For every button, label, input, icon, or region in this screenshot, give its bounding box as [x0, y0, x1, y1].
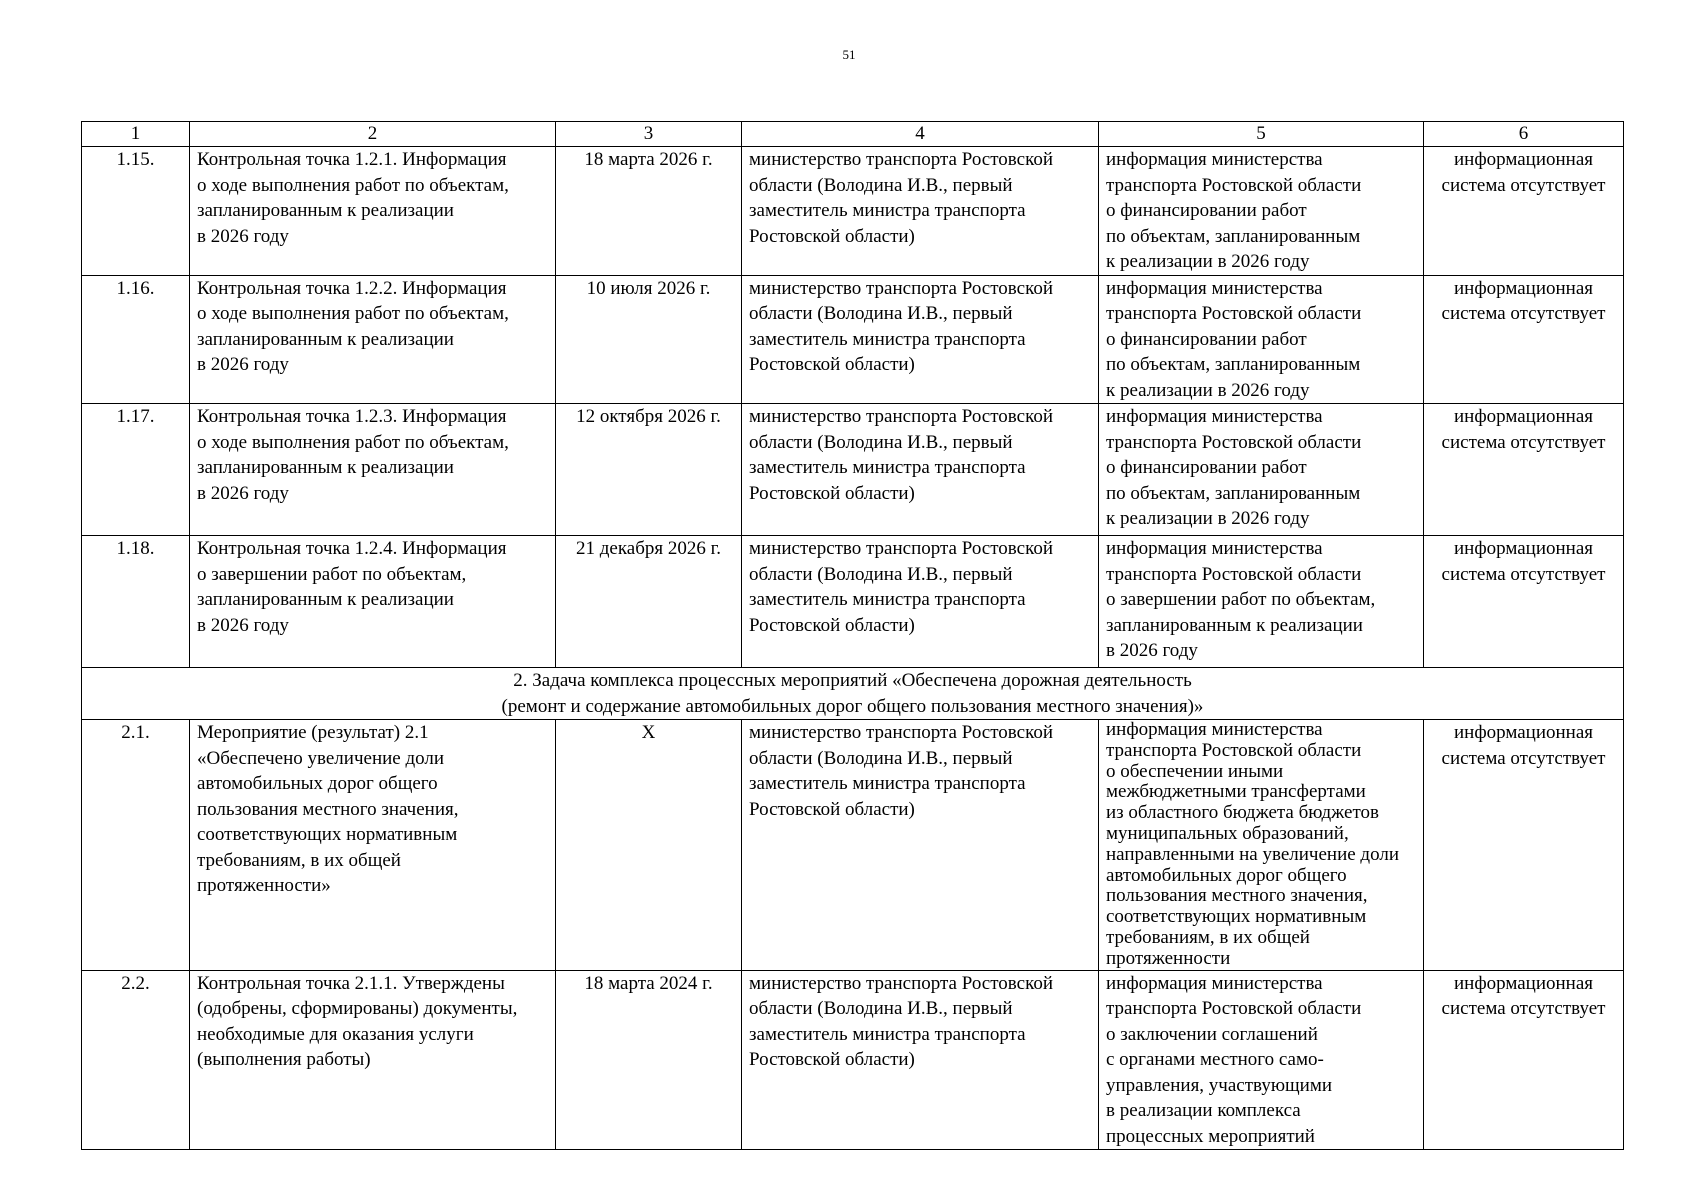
row-number: 1.18. — [82, 536, 190, 668]
row-system-line: система отсутствует — [1441, 563, 1606, 585]
row-name-line: необходимые для оказания услуги — [197, 1023, 474, 1045]
row-document-line: к реализации в 2026 году — [1106, 251, 1310, 272]
row-number: 1.16. — [82, 275, 190, 404]
row-number: 1.17. — [82, 404, 190, 536]
row-document-line: транспорта Ростовской области — [1106, 998, 1362, 1020]
row-date: 21 декабря 2026 г. — [556, 536, 742, 668]
row-responsible-line: области (Володина И.В., первый — [749, 998, 1013, 1020]
row-document-line: о обеспечении иными — [1106, 760, 1284, 782]
row-responsible-line: заместитель министра транспорта — [749, 1023, 1026, 1045]
row-document-line: по объектам, запланированным — [1106, 482, 1361, 504]
row-document-line: к реализации в 2026 году — [1106, 508, 1310, 529]
row-system — [1424, 720, 1624, 971]
row-responsible-line: министерство транспорта Ростовской — [749, 149, 1054, 170]
row-responsible-line: области (Володина И.В., первый — [749, 563, 1013, 585]
row-system-line: информационная — [1453, 277, 1594, 299]
row-responsible-line: заместитель министра транспорта — [749, 773, 1026, 794]
row-name-line: запланированным к реализации — [197, 328, 454, 350]
row-responsible-line: Ростовской области) — [749, 482, 915, 504]
row-name-line: Мероприятие (результат) 2.1 — [197, 722, 429, 743]
table-row — [82, 720, 1624, 971]
row-document-line: процессных мероприятий — [1106, 1125, 1315, 1147]
row-document-line: информация министерства — [1106, 149, 1323, 170]
row-system — [1424, 275, 1624, 404]
row-document-line: протяженности — [1106, 947, 1231, 969]
row-name-line: (выполнения работы) — [197, 1049, 371, 1071]
row-responsible-line: заместитель министра транспорта — [749, 200, 1026, 221]
row-system-line: информационная — [1453, 538, 1594, 559]
row-document — [1099, 720, 1424, 971]
row-system — [1424, 970, 1624, 1150]
row-document-line: пользования местного значения, — [1106, 885, 1368, 907]
row-document-line: о финансировании работ — [1106, 200, 1307, 221]
row-responsible — [742, 720, 1099, 971]
row-responsible — [742, 147, 1099, 276]
row-document-line: соответствующих нормативным — [1106, 906, 1367, 928]
row-name-line: о завершении работ по объектам, — [197, 563, 467, 585]
row-responsible-line: Ростовской области) — [749, 354, 915, 375]
row-system — [1424, 147, 1624, 276]
row-document — [1099, 275, 1424, 404]
row-name — [190, 970, 556, 1150]
row-responsible-line: заместитель министра транспорта — [749, 328, 1026, 350]
row-responsible-line: министерство транспорта Ростовской — [749, 722, 1054, 743]
row-responsible-line: Ростовской области) — [749, 1049, 915, 1071]
row-document-line: информация министерства — [1106, 277, 1323, 299]
row-document-line: к реализации в 2026 году — [1106, 379, 1310, 401]
row-responsible-line: Ростовской области) — [749, 614, 915, 636]
row-name-line: запланированным к реализации — [197, 457, 454, 478]
row-name-line: соответствующих нормативным — [197, 824, 458, 845]
row-name-line: пользования местного значения, — [197, 798, 459, 820]
row-name-line: Контрольная точка 1.2.3. Информация — [197, 406, 507, 427]
row-system-line: информационная — [1453, 722, 1594, 743]
row-system-line: система отсутствует — [1441, 303, 1606, 324]
row-date: 18 марта 2026 г. — [556, 147, 742, 276]
row-document-line: из областного бюджета бюджетов — [1106, 802, 1379, 824]
row-responsible — [742, 275, 1099, 404]
row-document — [1099, 404, 1424, 536]
row-name — [190, 404, 556, 536]
row-name — [190, 720, 556, 971]
row-document-line: транспорта Ростовской области — [1106, 303, 1362, 324]
row-system-line: информационная — [1453, 149, 1594, 170]
row-document-line: о завершении работ по объектам, — [1106, 589, 1376, 610]
row-document-line: требованиям, в их общей — [1106, 926, 1310, 948]
column-header: 1 — [82, 122, 190, 147]
row-system-line: система отсутствует — [1441, 747, 1606, 769]
row-date: 12 октября 2026 г. — [556, 404, 742, 536]
row-document-line: управления, участвующими — [1106, 1074, 1333, 1096]
row-document-line: автомобильных дорог общего — [1106, 864, 1347, 886]
section-title-line: (ремонт и содержание автомобильных дорог общего пользования местного значения)» — [501, 695, 1204, 717]
row-system-line: информационная — [1453, 972, 1594, 994]
table-row — [82, 147, 1624, 276]
row-document-line: транспорта Ростовской области — [1106, 739, 1362, 761]
row-number: 2.2. — [82, 970, 190, 1150]
row-system-line: информационная — [1453, 406, 1594, 427]
row-name-line: запланированным к реализации — [197, 589, 454, 610]
row-document-line: направленными на увеличение доли — [1106, 843, 1399, 865]
row-responsible-line: заместитель министра транспорта — [749, 457, 1026, 478]
row-document-line: с органами местного само- — [1106, 1049, 1324, 1071]
row-system — [1424, 536, 1624, 668]
row-document-line: по объектам, запланированным — [1106, 354, 1361, 375]
row-responsible-line: области (Володина И.В., первый — [749, 174, 1013, 196]
section-title — [82, 668, 1624, 720]
column-header: 4 — [742, 122, 1099, 147]
row-document-line: муниципальных образований, — [1106, 822, 1349, 844]
row-date: Х — [556, 720, 742, 971]
row-name-line: (одобрены, сформированы) документы, — [197, 998, 518, 1020]
row-responsible-line: заместитель министра транспорта — [749, 589, 1026, 610]
row-name-line: Контрольная точка 1.2.4. Информация — [197, 538, 507, 559]
row-name-line: в 2026 году — [197, 225, 289, 247]
page-number: 51 — [842, 47, 856, 62]
row-name-line: в 2026 году — [197, 482, 289, 504]
row-responsible — [742, 970, 1099, 1150]
row-responsible-line: министерство транспорта Ростовской — [749, 406, 1054, 427]
row-document-line: транспорта Ростовской области — [1106, 431, 1362, 453]
table-row — [82, 404, 1624, 536]
row-document — [1099, 536, 1424, 668]
row-responsible — [742, 404, 1099, 536]
row-name-line: «Обеспечено увеличение доли — [197, 747, 445, 769]
row-name-line: о ходе выполнения работ по объектам, — [197, 174, 509, 196]
row-system-line: система отсутствует — [1441, 998, 1606, 1020]
row-name-line: в 2026 году — [197, 354, 289, 375]
row-responsible-line: области (Володина И.В., первый — [749, 303, 1013, 324]
row-number: 2.1. — [82, 720, 190, 971]
row-responsible-line: области (Володина И.В., первый — [749, 747, 1013, 769]
row-responsible-line: Ростовской области) — [749, 225, 915, 247]
row-name — [190, 147, 556, 276]
row-name-line: запланированным к реализации — [197, 200, 454, 221]
table-header-row — [82, 122, 1624, 147]
table-row — [82, 970, 1624, 1150]
row-document-line: информация министерства — [1106, 406, 1323, 427]
row-name-line: в 2026 году — [197, 614, 289, 636]
row-name-line: о ходе выполнения работ по объектам, — [197, 431, 509, 453]
row-document-line: в реализации комплекса — [1106, 1100, 1301, 1122]
row-name-line: протяженности» — [197, 875, 331, 896]
row-name — [190, 275, 556, 404]
row-document-line: межбюджетными трансфертами — [1106, 781, 1366, 803]
row-responsible-line: министерство транспорта Ростовской — [749, 277, 1054, 299]
row-document-line: о заключении соглашений — [1106, 1023, 1318, 1045]
row-name-line: автомобильных дорог общего — [197, 773, 438, 794]
row-document-line: в 2026 году — [1106, 640, 1198, 661]
row-document-line: по объектам, запланированным — [1106, 225, 1361, 247]
row-number: 1.15. — [82, 147, 190, 276]
row-responsible-line: области (Володина И.В., первый — [749, 431, 1013, 453]
row-document — [1099, 147, 1424, 276]
row-responsible-line: министерство транспорта Ростовской — [749, 538, 1054, 559]
row-responsible-line: министерство транспорта Ростовской — [749, 972, 1054, 994]
row-responsible — [742, 536, 1099, 668]
row-name-line: требованиям, в их общей — [197, 849, 401, 871]
row-document-line: запланированным к реализации — [1106, 614, 1363, 636]
measures-table — [81, 121, 1624, 1150]
row-name — [190, 536, 556, 668]
row-document-line: информация министерства — [1106, 538, 1323, 559]
table-row — [82, 536, 1624, 668]
table-row — [82, 275, 1624, 404]
row-document-line: о финансировании работ — [1106, 328, 1307, 350]
column-header: 3 — [556, 122, 742, 147]
row-document — [1099, 970, 1424, 1150]
row-name-line: о ходе выполнения работ по объектам, — [197, 303, 509, 324]
row-system — [1424, 404, 1624, 536]
row-document-line: информация министерства — [1106, 972, 1323, 994]
row-name-line: Контрольная точка 1.2.2. Информация — [197, 277, 507, 299]
column-header: 6 — [1424, 122, 1624, 147]
row-name-line: Контрольная точка 1.2.1. Информация — [197, 149, 507, 170]
row-system-line: система отсутствует — [1441, 174, 1606, 196]
row-system-line: система отсутствует — [1441, 431, 1606, 453]
column-header: 5 — [1099, 122, 1424, 147]
column-header: 2 — [190, 122, 556, 147]
section-row — [82, 668, 1624, 720]
row-document-line: транспорта Ростовской области — [1106, 563, 1362, 585]
row-responsible-line: Ростовской области) — [749, 798, 915, 820]
row-document-line: информация министерства — [1106, 719, 1323, 740]
row-date: 10 июля 2026 г. — [556, 275, 742, 404]
row-document-line: о финансировании работ — [1106, 457, 1307, 478]
row-name-line: Контрольная точка 2.1.1. Утверждены — [197, 972, 505, 994]
row-date: 18 марта 2024 г. — [556, 970, 742, 1150]
section-title-line: 2. Задача комплекса процессных мероприятий «Обеспечена дорожная деятельность — [513, 670, 1192, 691]
row-document-line: транспорта Ростовской области — [1106, 174, 1362, 196]
